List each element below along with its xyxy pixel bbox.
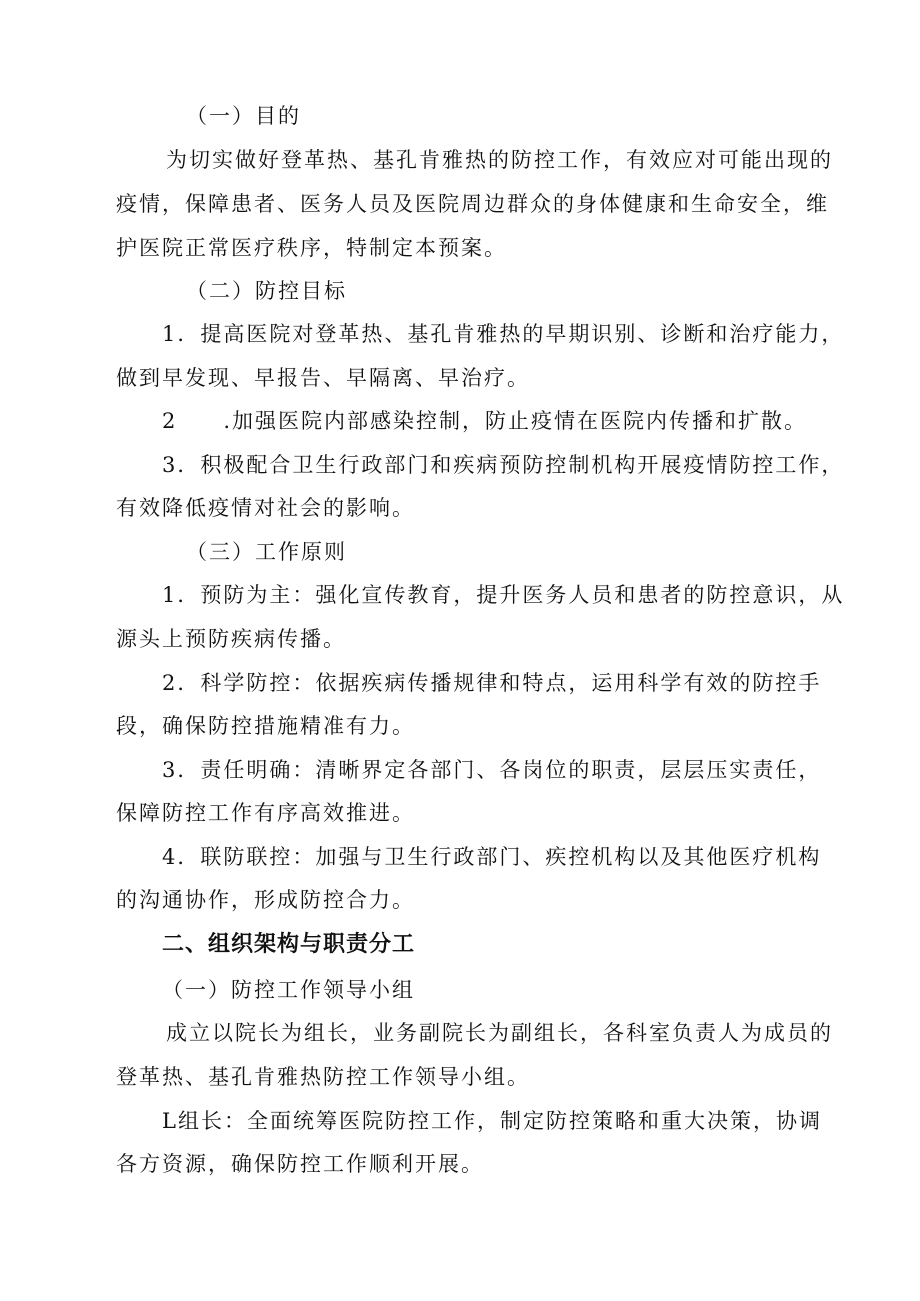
list-item-line: 2．科学防控：依据疾病传播规律和特点，运用科学有效的防控手 [162,671,822,695]
paragraph-line: 护医院正常医疗秩序，特制定本预案。 [116,236,507,260]
list-item-line: 段，确保防控措施精准有力。 [116,714,415,738]
subheading-principles: （三）工作原则 [186,540,347,564]
list-item-line: 3．积极配合卫生行政部门和疾病预防控制机构开展疫情防控工作， [162,453,845,477]
list-item-line: 1．提高医院对登革热、基孔肯雅热的早期识别、诊断和治疗能力， [162,322,845,346]
list-item-line: 有效降低疫情对社会的影响。 [116,496,415,520]
paragraph-line: 为切实做好登革热、基孔肯雅热的防控工作，有效应对可能出现的 [166,148,833,172]
paragraph-line: 各方资源，确保防控工作顺利开展。 [116,1152,484,1176]
list-item-line: 1．预防为主：强化宣传教育，提升医务人员和患者的防控意识，从 [162,583,845,607]
list-item-line: 源头上预防疾病传播。 [116,627,346,651]
subheading-purpose: （一）目的 [186,104,301,128]
paragraph-line: 疫情，保障患者、医务人员及医院周边群众的身体健康和生命安全，维 [116,192,829,216]
paragraph-line: 成立以院长为组长，业务副院长为副组长，各科室负责人为成员的 [166,1021,833,1045]
section-heading-organization: 二、组织架构与职责分工 [162,932,416,957]
list-item-line: 保障防控工作有序高效推进。 [116,801,415,825]
list-item-line: 2 .加强医院内部感染控制，防止疫情在医院内传播和扩散。 [162,409,808,433]
list-item-line: 的沟通协作，形成防控合力。 [116,888,415,912]
subheading-leading-group: （一）防控工作领导小组 [162,978,415,1002]
subheading-goals: （二）防控目标 [186,279,347,303]
paragraph-line: L组长：全面统筹医院防控工作，制定防控策略和重大决策，协调 [162,1109,822,1133]
list-item-line: 4．联防联控：加强与卫生行政部门、疾控机构以及其他医疗机构 [162,845,822,869]
list-item-line: 3．责任明确：清晰界定各部门、各岗位的职责，层层压实责任， [162,758,822,782]
paragraph-line: 登革热、基孔肯雅热防控工作领导小组。 [116,1065,530,1089]
list-item-line: 做到早发现、早报告、早隔离、早治疗。 [116,366,530,390]
